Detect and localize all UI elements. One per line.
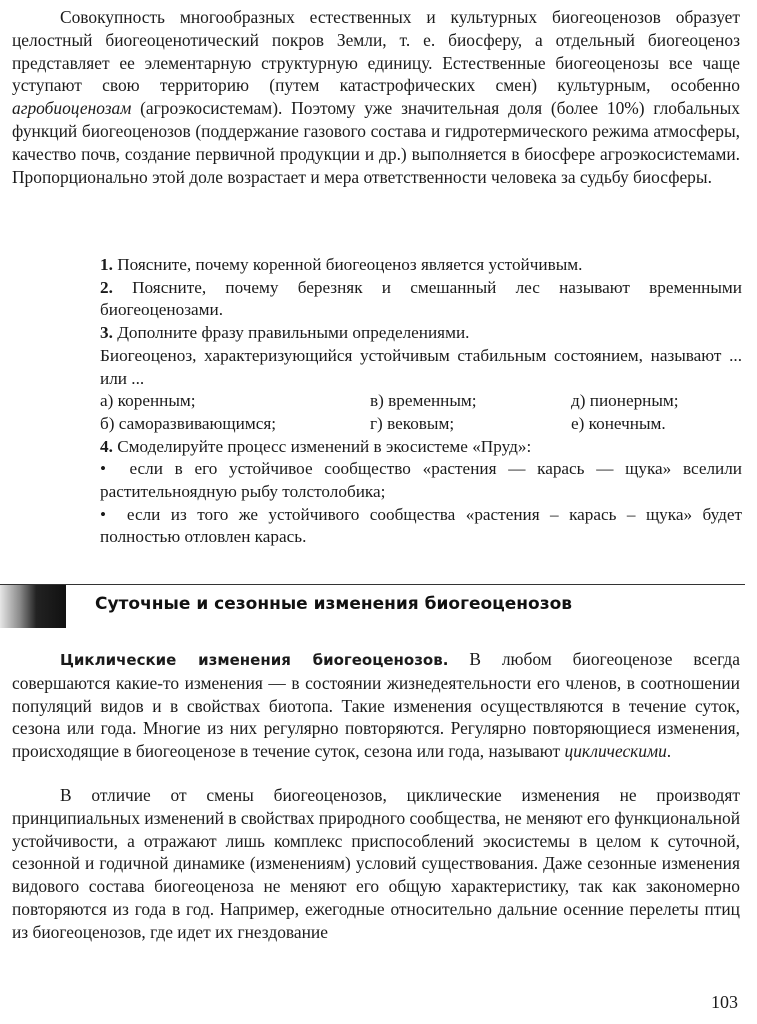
question-4 <box>100 436 742 459</box>
question-text: Смоделируйте процесс изменений в экосистеме «Пруд»: <box>117 436 532 456</box>
answer-options-row-2 <box>100 413 742 436</box>
question-number: 3. <box>100 323 113 343</box>
bullet-icon: • <box>100 504 107 524</box>
answer-option: б) саморазвивающимся; <box>100 413 277 433</box>
bullet-icon: • <box>100 459 107 479</box>
answer-option: д) пионерным; <box>571 391 679 411</box>
question-text: Дополните фразу правильными определениями. <box>117 323 470 343</box>
question-number: 1. <box>100 255 113 274</box>
intro-emphasis-term: агробиоценозам <box>12 98 132 119</box>
heading-divider <box>0 584 745 585</box>
sentence-end: . <box>666 741 672 762</box>
page-number: 103 <box>711 992 738 1012</box>
bullet-text: если из того же устойчивого сообщества «растения – карась – щука» будет полностью отловлен карась. <box>100 504 742 547</box>
answer-options-row-1 <box>100 390 742 413</box>
question-number: 2. <box>100 277 113 297</box>
paragraph-text: В любом биогеоценозе всегда совершаются какие-то изменения — в состоянии жизнедеятельности его членов, в соотношении популяций видов и в свойствах биотопа. Такие изменения осуществляются в течение суток, сезона или года. Многие из них регулярно повторяются. Регулярно повторяющиеся изменения, происходящие в биогеоценозе в течение суток, сезона или года, называют <box>12 649 740 762</box>
cyclic-changes-paragraph <box>12 648 740 763</box>
question-text: Поясните, почему березняк и смешанный лес называют временными биогеоценозами. <box>100 277 742 320</box>
bullet-text: если в его устойчивое сообщество «растения — карась — щука» вселили растительноядную рыбу толстолобика; <box>100 459 743 502</box>
question-2 <box>100 277 742 322</box>
question-4-bullet-1 <box>100 458 742 503</box>
section-heading <box>0 584 757 628</box>
question-text: Поясните, почему коренной биогеоценоз является устойчивым. <box>117 255 583 274</box>
question-1 <box>100 254 742 277</box>
emphasis-term: циклическими <box>564 741 667 762</box>
answer-option: а) коренным; <box>100 391 196 411</box>
intro-text-part1: Совокупность многообразных естественных и культурных биогеоценозов образует целостный биогеоценотический покров Земли, т. е. биосферу, а отдельный биогеоценоз представляет ее элементарную структурную единицу. Естественные биогеоценозы все чаще уступают свою территорию (путем катастрофических смен) культурным, особенно <box>12 7 740 96</box>
question-number: 4. <box>100 436 113 456</box>
intro-paragraph <box>12 6 740 188</box>
answer-option: в) временным; <box>370 391 477 411</box>
intro-text-part2: (агроэкосистемам). Поэтому уже значительная доля (более 10%) глобальных функций биогеоценозов (поддержание газового состава и гидротермического режима атмосферы, качество почв, создание первичной продукции и др.) выполняется в биосфере агроэкосистемами. Пропорционально этой доле возрастает и мера ответственности человека за судьбу биосферы. <box>12 98 740 187</box>
questions-block <box>100 254 742 549</box>
answer-option: г) вековым; <box>370 413 455 433</box>
contrast-paragraph: В отличие от смены биогеоценозов, циклические изменения не производят принципиальных изменений в свойствах природного сообщества, не меняют его функциональной устойчивости, а отражают лишь комплекс приспособлений экосистемы в целом к суточной, сезонной и годичной динамике (изменениям) условий существования. Даже сезонные изменения видового состава биогеоценоза не меняют его общую характеристику, так как закономерно повторяются из года в год. Например, ежегодные относительно дальние осенние перелеты птиц из биогеоценозов, где идет их гнездование <box>12 785 741 942</box>
question-3 <box>100 322 742 345</box>
section-title: Суточные и сезонные изменения биогеоценозов <box>95 594 573 614</box>
question-3-prompt: Биогеоценоз, характеризующийся устойчивым стабильным состоянием, называют ... или ... <box>100 345 742 388</box>
run-in-heading: Циклические изменения биогеоценозов. <box>60 651 449 669</box>
question-4-bullet-2 <box>100 504 742 549</box>
answer-option: е) конечным. <box>571 413 666 433</box>
heading-marker-tab <box>0 585 66 628</box>
